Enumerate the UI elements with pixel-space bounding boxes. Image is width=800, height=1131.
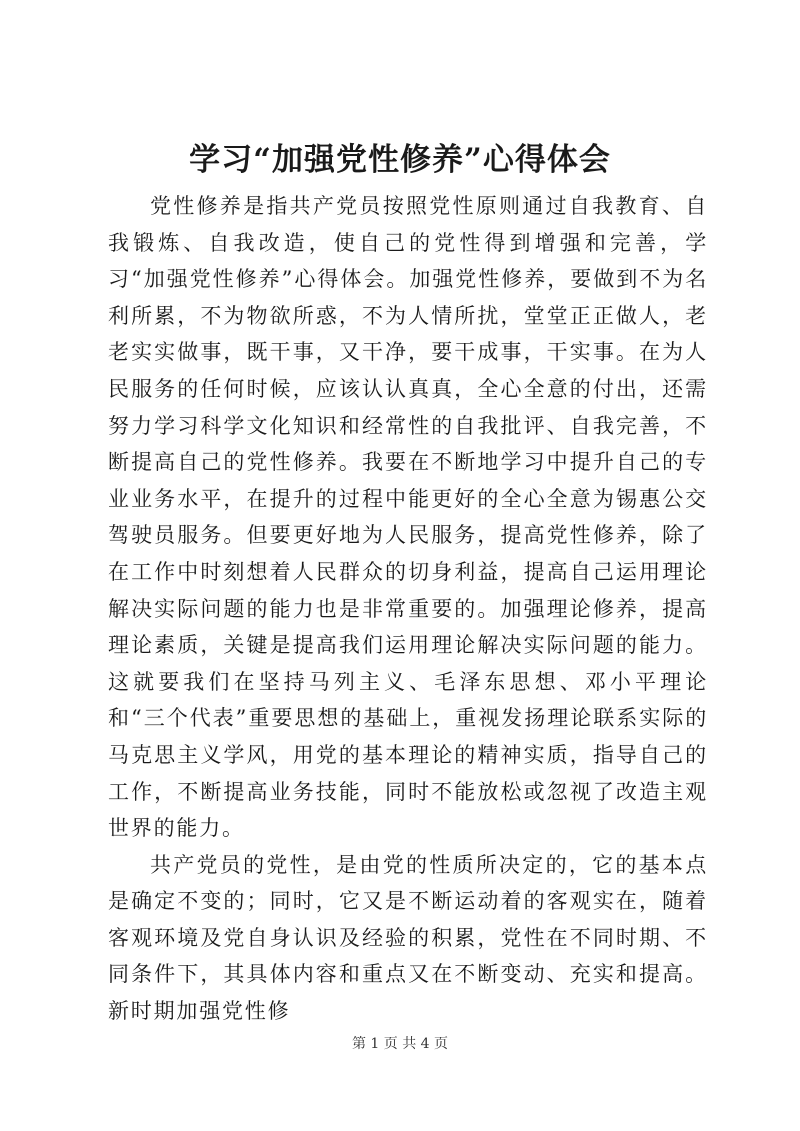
- document-title: 学习“加强党性修养”心得体会: [189, 142, 611, 178]
- document-body: [108, 188, 708, 1030]
- page-footer: 第 1 页 共 4 页: [351, 1036, 449, 1052]
- paragraph-2: 共产党员的党性，是由党的性质所决定的，它的基本点是确定不变的；同时，它又是不断运动着的客观实在，随着客观环境及党自身认识及经验的积累，党性在不同时期、不同条件下，其具体内容和重点又在不断变动、充实和提高。新时期加强党性修: [108, 852, 708, 1024]
- paragraph-1: 党性修养是指共产党员按照党性原则通过自我教育、自我锻炼、自我改造，使自己的党性得到增强和完善，学习“加强党性修养”心得体会。加强党性修养，要做到不为名利所累，不为物欲所惑，不为人情所扰，堂堂正正做人，老老实实做事，既干事，又干净，要干成事，干实事。在为人民服务的任何时候，应该认认真真，全心全意的付出，还需努力学习科学文化知识和经常性的自我批评、自我完善，不断提高自己的党性修养。我要在不断地学习中提升自己的专业业务水平，在提升的过程中能更好的全心全意为锡惠公交驾驶员服务。但要更好地为人民服务，提高党性修养，除了在工作中时刻想着人民群众的切身利益，提高自己运用理论解决实际问题的能力也是非常重要的。加强理论修养，提高理论素质，关键是提高我们运用理论解决实际问题的能力。这就要我们在坚持马列主义、毛泽东思想、邓小平理论和“三个代表”重要思想的基础上，重视发扬理论联系实际的马克思主义学风，用党的基本理论的精神实质，指导自己的工作，不断提高业务技能，同时不能放松或忽视了改造主观世界的能力。: [108, 194, 708, 841]
